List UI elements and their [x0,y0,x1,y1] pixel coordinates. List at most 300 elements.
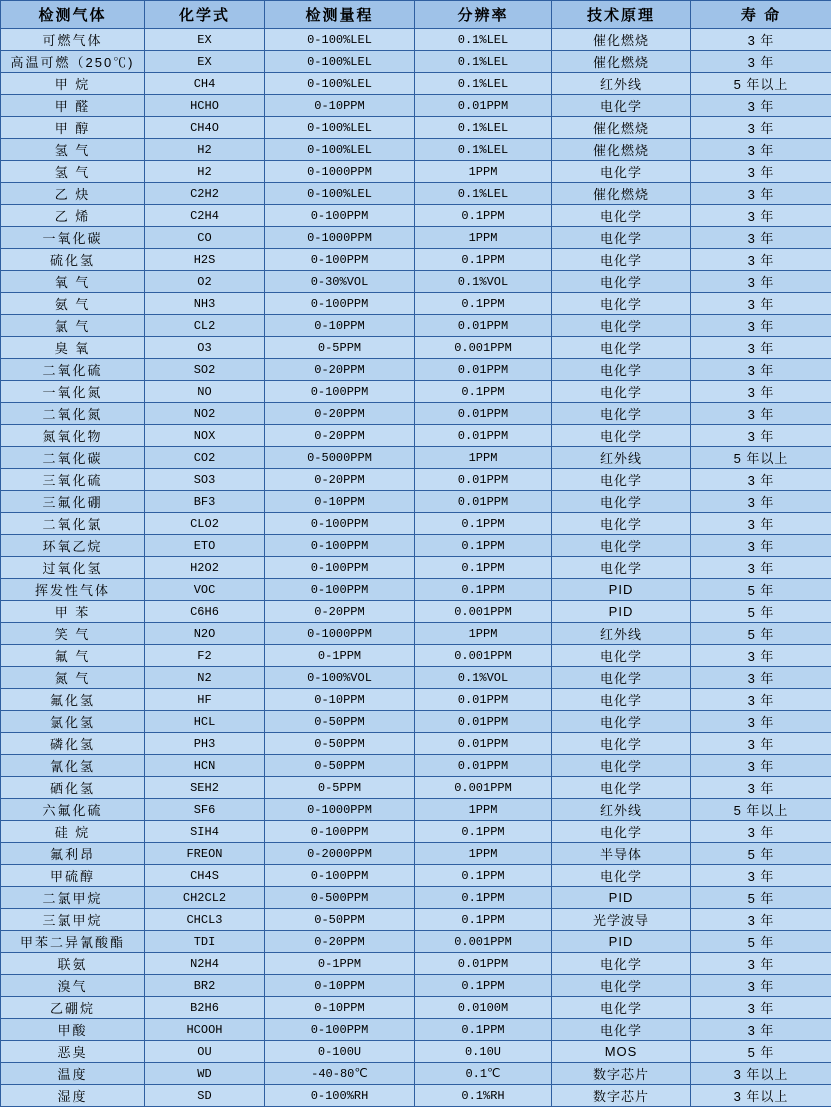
cell-range: 0-20PPM [265,469,415,491]
cell-range: 0-500PPM [265,887,415,909]
cell-formula: H2 [145,139,265,161]
cell-resolution: 0.1PPM [415,381,552,403]
cell-resolution: 0.1%LEL [415,117,552,139]
table-row [1,491,831,513]
cell-resolution: 0.01PPM [415,359,552,381]
cell-resolution: 0.1%LEL [415,51,552,73]
cell-principle: 电化学 [552,315,691,337]
cell-range: 0-10PPM [265,95,415,117]
table-row [1,843,831,865]
cell-principle: PID [552,601,691,623]
table-row [1,337,831,359]
cell-formula: N2O [145,623,265,645]
table-row [1,117,831,139]
cell-principle: 电化学 [552,667,691,689]
cell-formula: SO2 [145,359,265,381]
cell-gas-name: 磷化氢 [1,733,145,755]
cell-formula: HCOOH [145,1019,265,1041]
cell-gas-name: 六氟化硫 [1,799,145,821]
cell-resolution: 0.1%RH [415,1085,552,1107]
cell-gas-name: 二氧化氯 [1,513,145,535]
cell-principle: 电化学 [552,425,691,447]
table-row [1,73,831,95]
header-row [1,1,831,29]
cell-gas-name: 温度 [1,1063,145,1085]
column-header-range: 检测量程 [265,1,415,29]
table-row [1,931,831,953]
cell-resolution: 0.0100M [415,997,552,1019]
table-row [1,909,831,931]
cell-resolution: 0.01PPM [415,953,552,975]
cell-resolution: 0.1PPM [415,535,552,557]
cell-lifetime: 3 年 [691,249,831,271]
cell-gas-name: 溴气 [1,975,145,997]
cell-range: 0-10PPM [265,997,415,1019]
cell-gas-name: 氮氧化物 [1,425,145,447]
cell-range: 0-100PPM [265,205,415,227]
cell-lifetime: 3 年 [691,293,831,315]
cell-formula: SD [145,1085,265,1107]
cell-resolution: 0.01PPM [415,689,552,711]
cell-principle: 电化学 [552,403,691,425]
cell-gas-name: 恶臭 [1,1041,145,1063]
table-row [1,1019,831,1041]
cell-range: 0-20PPM [265,601,415,623]
cell-formula: PH3 [145,733,265,755]
cell-gas-name: 乙 烯 [1,205,145,227]
cell-principle: 催化燃烧 [552,29,691,51]
cell-resolution: 0.1PPM [415,557,552,579]
cell-resolution: 0.01PPM [415,425,552,447]
cell-formula: BF3 [145,491,265,513]
column-header-lifetime: 寿 命 [691,1,831,29]
cell-range: 0-1PPM [265,953,415,975]
cell-gas-name: 挥发性气体 [1,579,145,601]
cell-resolution: 0.001PPM [415,601,552,623]
cell-resolution: 0.1PPM [415,887,552,909]
cell-lifetime: 3 年 [691,909,831,931]
cell-principle: 电化学 [552,249,691,271]
cell-gas-name: 氧 气 [1,271,145,293]
cell-lifetime: 3 年 [691,557,831,579]
cell-lifetime: 3 年 [691,1019,831,1041]
cell-resolution: 0.01PPM [415,315,552,337]
cell-resolution: 0.1PPM [415,1019,552,1041]
table-header [1,1,831,29]
cell-lifetime: 5 年 [691,1041,831,1063]
cell-formula: CH4S [145,865,265,887]
cell-principle: 电化学 [552,711,691,733]
cell-principle: 电化学 [552,689,691,711]
cell-resolution: 1PPM [415,447,552,469]
cell-lifetime: 3 年 [691,403,831,425]
cell-range: 0-1PPM [265,645,415,667]
cell-resolution: 0.1%LEL [415,139,552,161]
cell-lifetime: 3 年 [691,997,831,1019]
table-row [1,227,831,249]
cell-principle: 电化学 [552,359,691,381]
table-row [1,381,831,403]
table-row [1,249,831,271]
cell-range: 0-100PPM [265,293,415,315]
cell-principle: 电化学 [552,777,691,799]
table-row [1,733,831,755]
cell-formula: NOX [145,425,265,447]
cell-range: 0-100PPM [265,821,415,843]
cell-lifetime: 3 年 [691,29,831,51]
cell-lifetime: 5 年 [691,843,831,865]
cell-gas-name: 笑 气 [1,623,145,645]
cell-lifetime: 3 年 [691,953,831,975]
cell-resolution: 0.10U [415,1041,552,1063]
cell-lifetime: 3 年 [691,491,831,513]
table-row [1,315,831,337]
cell-resolution: 0.1PPM [415,821,552,843]
cell-gas-name: 二氯甲烷 [1,887,145,909]
cell-resolution: 0.1PPM [415,909,552,931]
cell-formula: B2H6 [145,997,265,1019]
cell-lifetime: 3 年 [691,227,831,249]
cell-formula: C6H6 [145,601,265,623]
cell-lifetime: 3 年 [691,161,831,183]
cell-gas-name: 甲 烷 [1,73,145,95]
cell-gas-name: 二氧化氮 [1,403,145,425]
cell-gas-name: 湿度 [1,1085,145,1107]
cell-range: 0-100PPM [265,249,415,271]
cell-principle: 电化学 [552,227,691,249]
cell-formula: NO [145,381,265,403]
cell-formula: BR2 [145,975,265,997]
cell-gas-name: 二氧化碳 [1,447,145,469]
cell-formula: CO [145,227,265,249]
cell-formula: H2S [145,249,265,271]
cell-resolution: 0.1PPM [415,975,552,997]
cell-formula: NH3 [145,293,265,315]
table-row [1,755,831,777]
cell-range: 0-20PPM [265,425,415,447]
cell-range: 0-10PPM [265,491,415,513]
cell-lifetime: 3 年 [691,359,831,381]
cell-formula: CH4 [145,73,265,95]
table-row [1,205,831,227]
cell-range: 0-10PPM [265,689,415,711]
cell-lifetime: 3 年 [691,51,831,73]
cell-principle: 电化学 [552,381,691,403]
cell-formula: HF [145,689,265,711]
cell-lifetime: 3 年 [691,513,831,535]
column-header-resolution: 分辨率 [415,1,552,29]
cell-lifetime: 5 年 [691,579,831,601]
cell-principle: 催化燃烧 [552,139,691,161]
cell-resolution: 0.01PPM [415,733,552,755]
cell-resolution: 0.1PPM [415,249,552,271]
table-row [1,557,831,579]
cell-lifetime: 3 年 [691,425,831,447]
cell-lifetime: 3 年 [691,183,831,205]
cell-principle: 红外线 [552,447,691,469]
cell-principle: 红外线 [552,799,691,821]
cell-resolution: 0.1PPM [415,513,552,535]
cell-principle: 催化燃烧 [552,117,691,139]
cell-lifetime: 3 年 [691,821,831,843]
cell-principle: PID [552,887,691,909]
cell-lifetime: 3 年 [691,205,831,227]
cell-resolution: 0.001PPM [415,645,552,667]
cell-principle: 光学波导 [552,909,691,931]
table-row [1,535,831,557]
cell-range: 0-10PPM [265,315,415,337]
cell-resolution: 0.001PPM [415,931,552,953]
cell-lifetime: 5 年 [691,601,831,623]
cell-principle: 催化燃烧 [552,51,691,73]
cell-principle: 电化学 [552,293,691,315]
cell-resolution: 1PPM [415,161,552,183]
cell-lifetime: 3 年 [691,777,831,799]
cell-principle: 电化学 [552,953,691,975]
cell-formula: CH2CL2 [145,887,265,909]
cell-lifetime: 3 年 [691,271,831,293]
cell-lifetime: 3 年 [691,117,831,139]
cell-lifetime: 3 年以上 [691,1085,831,1107]
cell-formula: SEH2 [145,777,265,799]
cell-principle: PID [552,579,691,601]
cell-range: 0-100%LEL [265,183,415,205]
cell-formula: VOC [145,579,265,601]
cell-gas-name: 甲硫醇 [1,865,145,887]
cell-lifetime: 3 年 [691,733,831,755]
cell-formula: CL2 [145,315,265,337]
cell-formula: H2 [145,161,265,183]
cell-gas-name: 臭 氧 [1,337,145,359]
cell-gas-name: 环氧乙烷 [1,535,145,557]
table-row [1,711,831,733]
cell-resolution: 0.1%LEL [415,29,552,51]
cell-gas-name: 一氧化碳 [1,227,145,249]
cell-range: 0-20PPM [265,359,415,381]
cell-resolution: 0.1%LEL [415,73,552,95]
cell-range: 0-1000PPM [265,227,415,249]
table-row [1,821,831,843]
table-row [1,29,831,51]
cell-principle: 电化学 [552,865,691,887]
cell-lifetime: 5 年 [691,623,831,645]
table-row [1,777,831,799]
cell-range: 0-100%LEL [265,29,415,51]
cell-formula: HCL [145,711,265,733]
cell-gas-name: 乙硼烷 [1,997,145,1019]
table-row [1,293,831,315]
cell-principle: 红外线 [552,73,691,95]
cell-principle: 电化学 [552,469,691,491]
cell-principle: MOS [552,1041,691,1063]
table-row [1,1041,831,1063]
cell-lifetime: 3 年 [691,95,831,117]
cell-gas-name: 三氟化硼 [1,491,145,513]
cell-lifetime: 3 年 [691,645,831,667]
cell-gas-name: 氟 气 [1,645,145,667]
cell-formula: EX [145,29,265,51]
cell-formula: CHCL3 [145,909,265,931]
cell-principle: 红外线 [552,623,691,645]
cell-formula: CH4O [145,117,265,139]
cell-principle: 电化学 [552,535,691,557]
cell-gas-name: 乙 炔 [1,183,145,205]
cell-resolution: 0.01PPM [415,711,552,733]
cell-range: 0-50PPM [265,755,415,777]
table-row [1,689,831,711]
cell-formula: HCHO [145,95,265,117]
cell-resolution: 0.1%VOL [415,271,552,293]
table-row [1,1063,831,1085]
table-row [1,601,831,623]
cell-range: 0-5PPM [265,337,415,359]
cell-formula: FREON [145,843,265,865]
cell-formula: C2H2 [145,183,265,205]
cell-range: 0-100%LEL [265,117,415,139]
cell-range: -40-80℃ [265,1063,415,1085]
cell-formula: SO3 [145,469,265,491]
cell-formula: F2 [145,645,265,667]
cell-principle: 电化学 [552,1019,691,1041]
cell-gas-name: 甲 醛 [1,95,145,117]
cell-principle: 电化学 [552,491,691,513]
cell-gas-name: 硒化氢 [1,777,145,799]
cell-lifetime: 3 年 [691,535,831,557]
cell-range: 0-5000PPM [265,447,415,469]
cell-gas-name: 高温可燃（250℃) [1,51,145,73]
cell-range: 0-100%LEL [265,73,415,95]
cell-principle: 数字芯片 [552,1063,691,1085]
cell-range: 0-1000PPM [265,161,415,183]
cell-lifetime: 3 年 [691,689,831,711]
cell-formula: HCN [145,755,265,777]
cell-range: 0-100%RH [265,1085,415,1107]
cell-range: 0-100PPM [265,381,415,403]
cell-range: 0-20PPM [265,931,415,953]
table-row [1,513,831,535]
cell-lifetime: 3 年 [691,975,831,997]
cell-resolution: 1PPM [415,799,552,821]
table-row [1,51,831,73]
table-row [1,95,831,117]
table-row [1,183,831,205]
cell-formula: OU [145,1041,265,1063]
table-row [1,975,831,997]
cell-principle: 电化学 [552,645,691,667]
cell-formula: CLO2 [145,513,265,535]
cell-principle: 电化学 [552,337,691,359]
cell-range: 0-100U [265,1041,415,1063]
cell-formula: SIH4 [145,821,265,843]
cell-lifetime: 5 年以上 [691,447,831,469]
cell-gas-name: 氮 气 [1,667,145,689]
cell-principle: 电化学 [552,513,691,535]
cell-lifetime: 3 年 [691,865,831,887]
cell-principle: 电化学 [552,271,691,293]
cell-resolution: 0.1PPM [415,865,552,887]
cell-formula: TDI [145,931,265,953]
cell-gas-name: 氟利昂 [1,843,145,865]
cell-resolution: 0.1℃ [415,1063,552,1085]
cell-lifetime: 5 年 [691,931,831,953]
cell-lifetime: 3 年 [691,469,831,491]
cell-lifetime: 5 年以上 [691,73,831,95]
cell-principle: 催化燃烧 [552,183,691,205]
cell-range: 0-1000PPM [265,799,415,821]
cell-principle: 电化学 [552,161,691,183]
cell-formula: EX [145,51,265,73]
cell-gas-name: 氨 气 [1,293,145,315]
cell-gas-name: 氯化氢 [1,711,145,733]
cell-formula: N2 [145,667,265,689]
cell-range: 0-100PPM [265,865,415,887]
cell-resolution: 0.01PPM [415,469,552,491]
cell-range: 0-30%VOL [265,271,415,293]
column-header-gas: 检测气体 [1,1,145,29]
cell-range: 0-100%LEL [265,139,415,161]
cell-lifetime: 3 年 [691,381,831,403]
table-row [1,359,831,381]
cell-resolution: 0.1%LEL [415,183,552,205]
table-row [1,645,831,667]
cell-formula: SF6 [145,799,265,821]
table-row [1,271,831,293]
cell-range: 0-10PPM [265,975,415,997]
table-row [1,997,831,1019]
cell-range: 0-100PPM [265,579,415,601]
cell-lifetime: 5 年以上 [691,799,831,821]
table-row [1,579,831,601]
table-row [1,799,831,821]
cell-range: 0-50PPM [265,733,415,755]
cell-gas-name: 二氧化硫 [1,359,145,381]
cell-resolution: 0.001PPM [415,777,552,799]
cell-principle: 电化学 [552,733,691,755]
cell-range: 0-100%LEL [265,51,415,73]
table-row [1,953,831,975]
table-row [1,403,831,425]
cell-resolution: 0.1PPM [415,205,552,227]
cell-lifetime: 3 年以上 [691,1063,831,1085]
cell-gas-name: 硅 烷 [1,821,145,843]
cell-gas-name: 氢 气 [1,161,145,183]
cell-range: 0-100PPM [265,1019,415,1041]
cell-principle: PID [552,931,691,953]
cell-range: 0-100PPM [265,535,415,557]
cell-lifetime: 3 年 [691,711,831,733]
cell-formula: C2H4 [145,205,265,227]
cell-range: 0-50PPM [265,909,415,931]
cell-resolution: 0.1%VOL [415,667,552,689]
cell-formula: CO2 [145,447,265,469]
cell-principle: 电化学 [552,997,691,1019]
cell-principle: 数字芯片 [552,1085,691,1107]
cell-principle: 电化学 [552,975,691,997]
cell-gas-name: 甲 醇 [1,117,145,139]
cell-gas-name: 三氯甲烷 [1,909,145,931]
cell-formula: N2H4 [145,953,265,975]
cell-formula: H2O2 [145,557,265,579]
cell-range: 0-5PPM [265,777,415,799]
cell-range: 0-100PPM [265,513,415,535]
cell-lifetime: 5 年 [691,887,831,909]
table-row [1,865,831,887]
cell-lifetime: 3 年 [691,139,831,161]
cell-range: 0-2000PPM [265,843,415,865]
cell-gas-name: 甲苯二异氰酸酯 [1,931,145,953]
cell-gas-name: 氢 气 [1,139,145,161]
table-row [1,887,831,909]
